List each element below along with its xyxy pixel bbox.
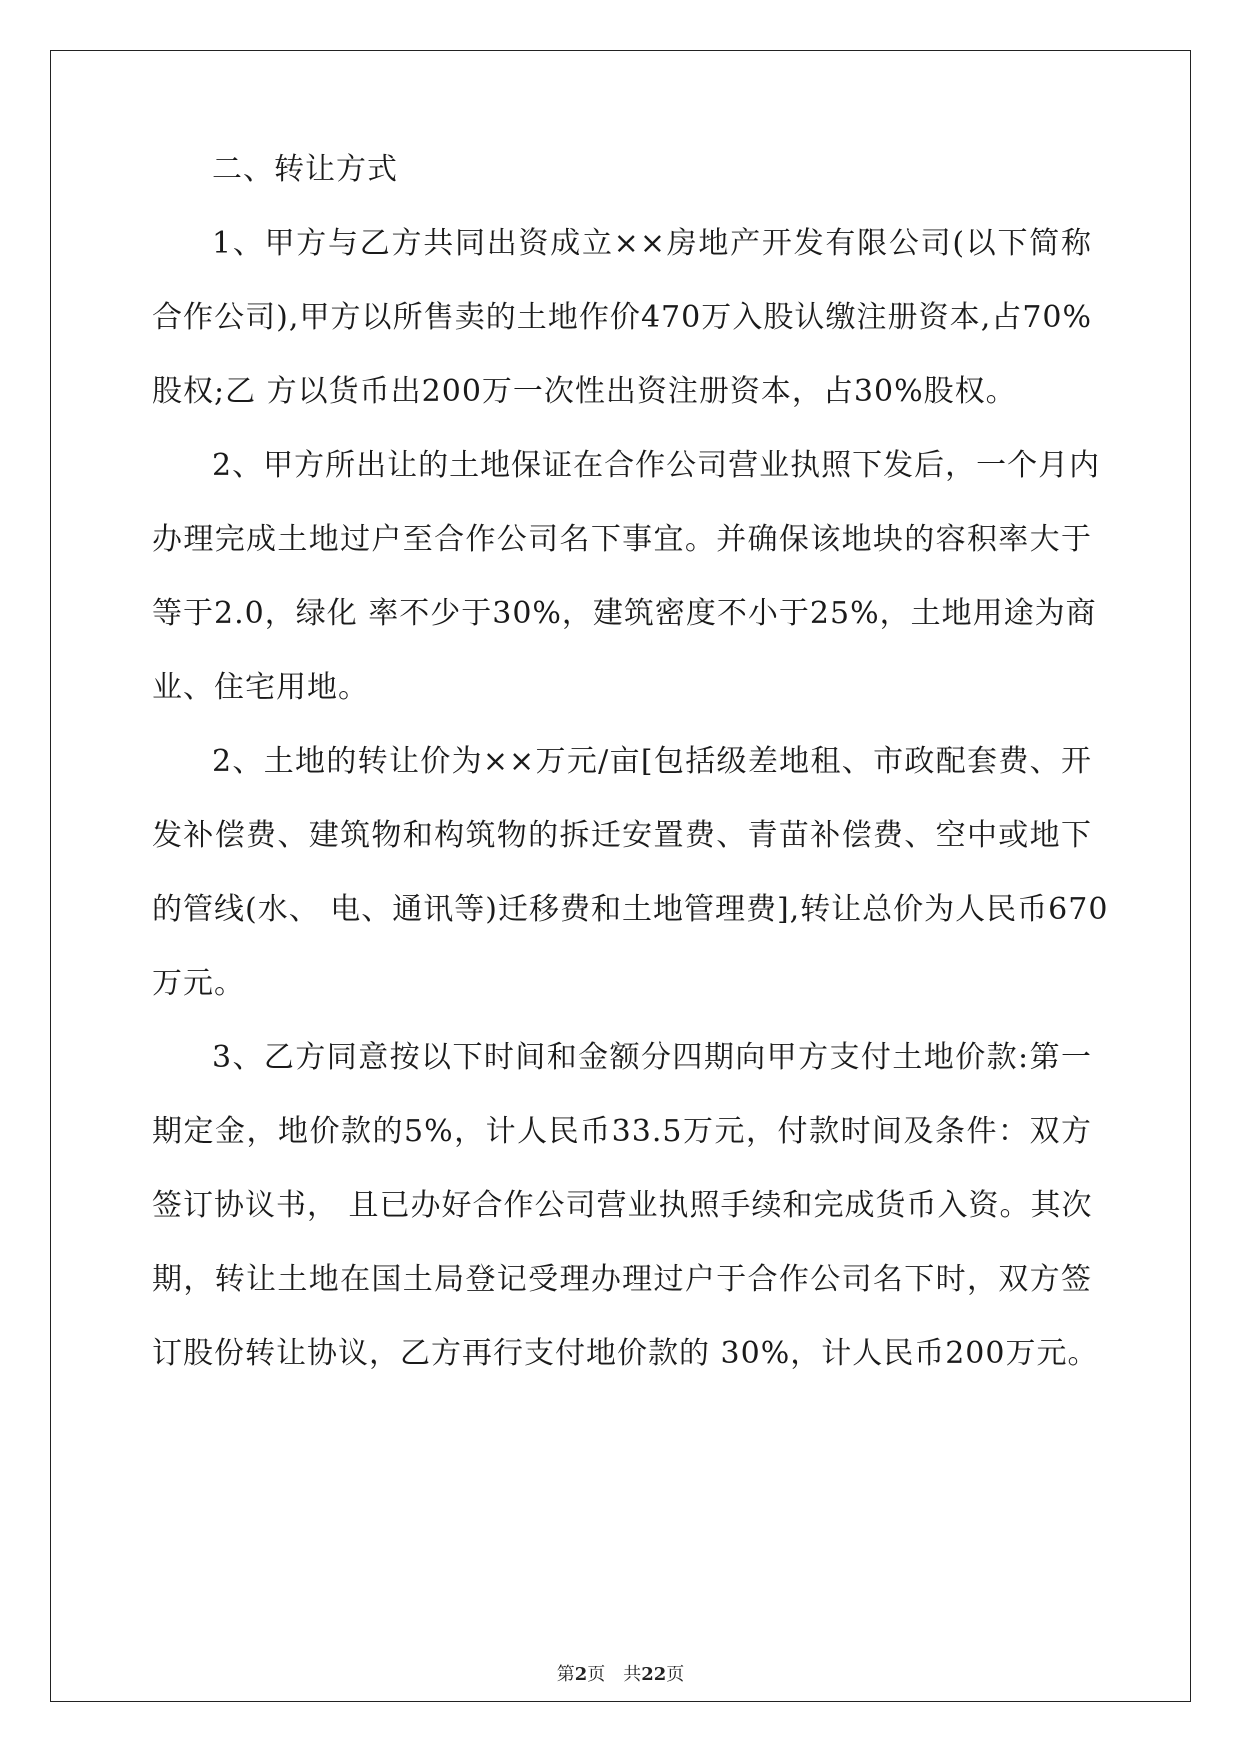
total-page-count: 22 xyxy=(641,1664,667,1685)
paragraph-line: 的管线(水、 电、通讯等)迁移费和土地管理费],转让总价为人民币670 xyxy=(152,892,1109,927)
paragraph-line: 1、甲方与乙方共同出资成立××房地产开发有限公司(以下简称 xyxy=(212,226,1092,261)
paragraph-line: 等于2.0，绿化 率不少于30%，建筑密度不小于25%，土地用途为商 xyxy=(152,596,1097,631)
paragraph-line: 办理完成土地过户至合作公司名下事宜。并确保该地块的容积率大于 xyxy=(152,522,1092,557)
paragraph-line: 2、土地的转让价为××万元/亩[包括级差地租、市政配套费、开 xyxy=(212,744,1092,779)
paragraph-line: 期定金，地价款的5%，计人民币33.5万元，付款时间及条件：双方 xyxy=(152,1114,1092,1149)
paragraph-line: 订股份转让协议，乙方再行支付地价款的 30%，计人民币200万元。 xyxy=(152,1336,1099,1371)
section-heading: 二、转让方式 xyxy=(212,152,398,187)
paragraph-line: 3、乙方同意按以下时间和金额分四期向甲方支付土地价款:第一 xyxy=(212,1040,1092,1075)
footer-page-suffix: 页 xyxy=(587,1664,606,1685)
current-page-number: 2 xyxy=(574,1664,588,1685)
footer-prefix: 第 xyxy=(556,1664,575,1685)
paragraph-line: 万元。 xyxy=(152,966,245,1001)
footer-total-prefix: 共 xyxy=(623,1664,642,1685)
paragraph-line: 股权;乙 方以货币出200万一次性出资注册资本，占30%股权。 xyxy=(152,374,1017,409)
page-footer xyxy=(0,1660,1241,1686)
footer-total-suffix: 页 xyxy=(666,1664,685,1685)
paragraph-line: 业、住宅用地。 xyxy=(152,670,369,705)
paragraph-line: 签订协议书， 且已办好合作公司营业执照手续和完成货币入资。其次 xyxy=(152,1188,1093,1223)
paragraph-line: 合作公司),甲方以所售卖的土地作价470万入股认缴注册资本,占70% xyxy=(152,300,1092,335)
paragraph-line: 期，转让土地在国土局登记受理办理过户于合作公司名下时，双方签 xyxy=(152,1262,1092,1297)
paragraph-line: 2、甲方所出让的土地保证在合作公司营业执照下发后，一个月内 xyxy=(212,448,1101,483)
paragraph-line: 发补偿费、建筑物和构筑物的拆迁安置费、青苗补偿费、空中或地下 xyxy=(152,818,1092,853)
